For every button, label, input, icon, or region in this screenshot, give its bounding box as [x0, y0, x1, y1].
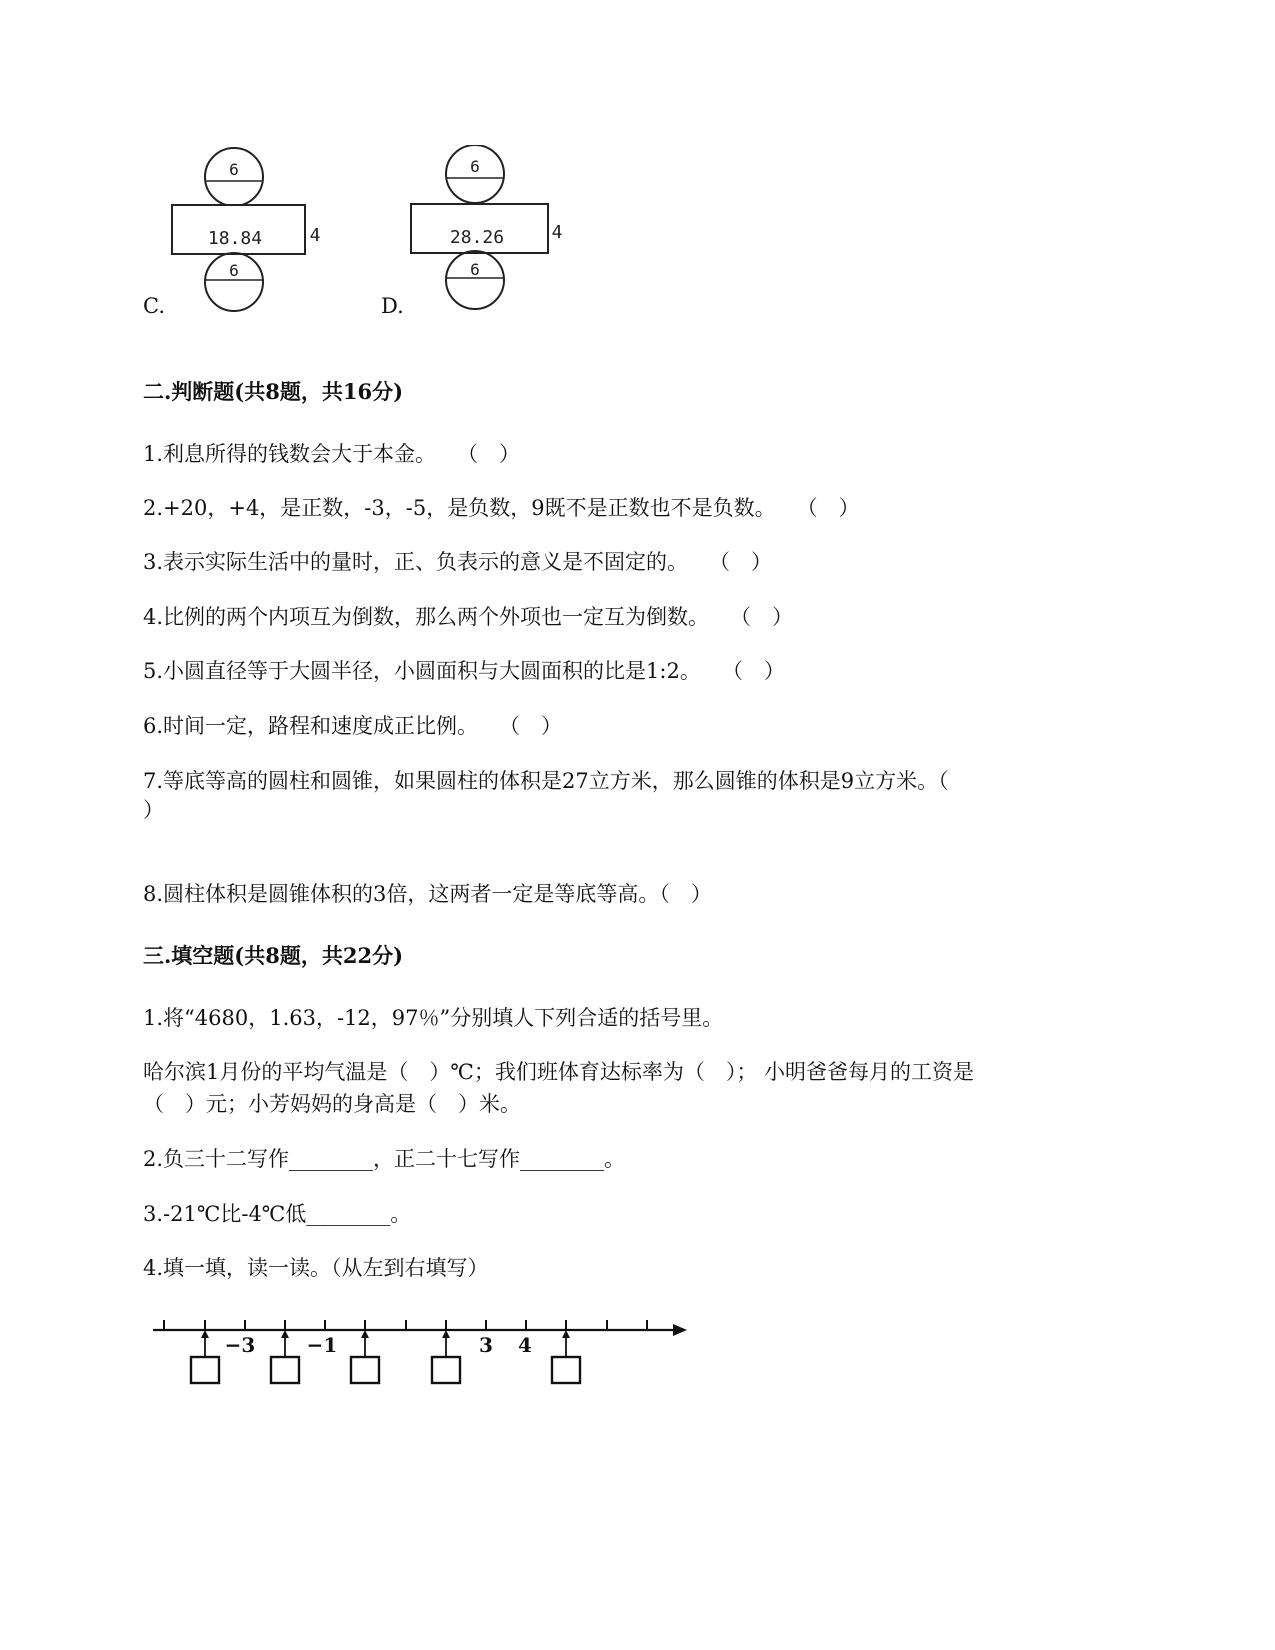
section3-heading: 三.填空题(共8题，共22分): [143, 943, 404, 968]
judge-item-3: 3.表示实际生活中的量时，正、负表示的意义是不固定的。 （ ）: [143, 550, 773, 574]
judge-item-1: 1.利息所得的钱数会大于本金。 （ ）: [143, 442, 521, 466]
fill-item-4: 4.填一填，读一读。（从左到右填写）: [143, 1256, 489, 1280]
answer-box-5: [552, 1357, 580, 1383]
fill-item-1-line2: 哈尔滨1月份的平均气温是（ ）℃；我们班体育达标率为（ ）； 小明爸爸每月的工资是: [143, 1060, 975, 1084]
number-line-answer-boxes: [191, 1357, 580, 1383]
judge-item-8: 8.圆柱体积是圆锥体积的3倍，这两者一定是等底等高。（ ）: [143, 882, 712, 906]
number-line-arrows: [201, 1330, 570, 1357]
option-c-rect-length: 18.84: [207, 228, 263, 249]
answer-box-3: [351, 1357, 379, 1383]
number-line-label-minus1: −1: [306, 1333, 338, 1357]
option-d-label: D.: [381, 294, 404, 318]
option-c-label: C.: [143, 294, 165, 318]
section2-heading: 二.判断题(共8题，共16分): [143, 379, 404, 404]
option-c-cylinder-net: [160, 145, 340, 315]
fill-item-1: 1.将“4680，1.63，-12，97％”分别填人下列合适的括号里。: [143, 1006, 724, 1030]
number-line-figure: [145, 1310, 695, 1390]
option-d-height-label: 4: [551, 222, 563, 243]
number-line-ticks: [164, 1320, 647, 1330]
fill-item-1-line3: （ ）元；小芳妈妈的身高是（ ）米。: [143, 1092, 521, 1116]
judge-item-7: 7.等底等高的圆柱和圆锥，如果圆柱的体积是27立方米，那么圆锥的体积是9立方米。（: [143, 769, 949, 793]
number-line-label-minus3: −3: [224, 1333, 256, 1357]
option-d-rect-length: 28.26: [449, 227, 505, 248]
answer-box-4: [432, 1357, 460, 1383]
option-c-bottom-diameter: 6: [229, 261, 239, 280]
judge-item-6: 6.时间一定，路程和速度成正比例。 （ ）: [143, 714, 563, 738]
number-line-label-3: 3: [479, 1333, 493, 1357]
judge-item-5: 5.小圆直径等于大圆半径，小圆面积与大圆面积的比是1:2。 （ ）: [143, 659, 785, 683]
option-d-cylinder-net: [400, 145, 580, 315]
judge-item-7-cont: ）: [143, 798, 164, 822]
option-d-top-diameter: 6: [470, 157, 480, 176]
option-c-height-label: 4: [309, 225, 321, 246]
answer-box-2: [271, 1357, 299, 1383]
fill-item-3: 3.-21℃比-4℃低________。: [143, 1202, 412, 1226]
option-c-top-diameter: 6: [229, 160, 239, 179]
number-line-label-4: 4: [518, 1333, 532, 1357]
fill-item-2: 2.负三十二写作________，正二十七写作________。: [143, 1147, 626, 1171]
judge-item-2: 2.+20，+4，是正数，-3，-5，是负数，9既不是正数也不是负数。 （ ）: [143, 496, 860, 520]
judge-item-4: 4.比例的两个内项互为倒数，那么两个外项也一定互为倒数。 （ ）: [143, 605, 794, 629]
number-line-arrowhead: [673, 1324, 687, 1336]
answer-box-1: [191, 1357, 219, 1383]
option-d-bottom-diameter: 6: [470, 260, 480, 279]
